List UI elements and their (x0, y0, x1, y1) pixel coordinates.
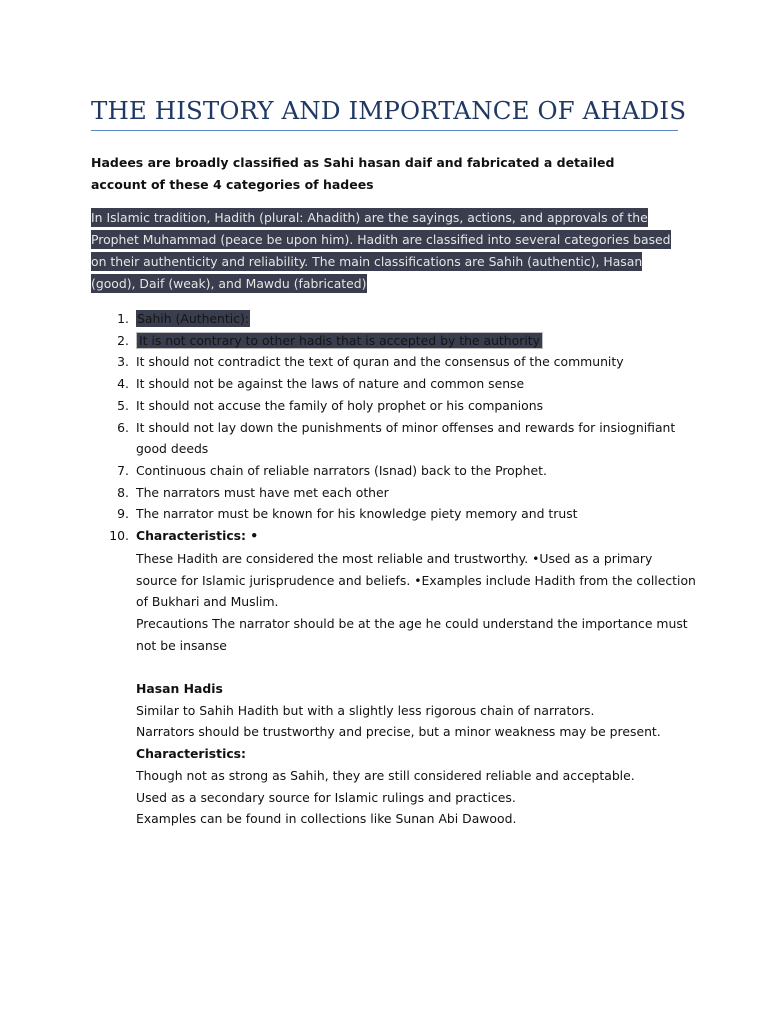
list-number: 9. (117, 506, 129, 522)
list-number: 10. (109, 528, 129, 544)
list-item-text-selected[interactable]: It is not contrary to other hadis that is accepted by the authority (136, 332, 543, 349)
list-item (91, 330, 691, 352)
list-item (91, 308, 691, 330)
list-number: 6. (117, 419, 129, 435)
hasan-heading: Hasan Hadis (136, 681, 223, 696)
list-item-text: It should not be against the laws of nature and common sense (136, 376, 525, 392)
list-item-text-selected[interactable]: Sahih (Authentic): (137, 311, 250, 326)
list-number: 7. (117, 462, 129, 478)
list-item-text: It should not accuse the family of holy prophet or his companions (136, 397, 544, 413)
list-item (91, 503, 691, 525)
list-item (91, 525, 691, 547)
list-number: 1. (117, 311, 129, 326)
list-item (91, 482, 691, 504)
list-number: 5. (117, 397, 129, 413)
title-underline (91, 130, 678, 131)
precautions-text: Precautions The narrator should be at the age he could understand the importance must not be insanse (136, 616, 688, 653)
intro-paragraph-selected[interactable] (91, 207, 678, 295)
characteristics-label: Characteristics: • (136, 528, 259, 544)
hasan-section (136, 678, 696, 830)
list-item-text: It should not contradict the text of quran and the consensus of the community (136, 354, 624, 370)
criteria-list (91, 308, 691, 547)
sahih-characteristics: These Hadith are considered the most reliable and trustworthy. •Used as a primary source for Islamic jurisprudence and beliefs. •Examples include Hadith from the collection of Bukhari and Muslim. (136, 551, 696, 610)
hasan-characteristic: Examples can be found in collections like Sunan Abi Dawood. (136, 811, 517, 827)
list-number: 3. (117, 354, 129, 370)
document-title: THE HISTORY AND IMPORTANCE OF AHADIS (91, 96, 687, 125)
list-item (91, 417, 691, 460)
intro-paragraph-text: In Islamic tradition, Hadith (plural: Ahadith) are the sayings, actions, and approvals of the Prophet Muhammad (peace be upon him). Hadith are classified into several categories based on their authenticity and reliability. The main classifications are Sahih (authentic), Hasan (good), Daif (weak), and Mawdu (fabricated) (91, 210, 671, 291)
subheading: Hadees are broadly classified as Sahi hasan daif and fabricated a detailed account of these 4 categories of hadees (91, 155, 615, 192)
list-item-text: Continuous chain of reliable narrators (Isnad) back to the Prophet. (136, 462, 547, 478)
hasan-line: Narrators should be trustworthy and precise, but a minor weakness may be present. (136, 724, 661, 740)
list-item-text: The narrator must be known for his knowledge piety memory and trust (136, 506, 578, 522)
list-number: 2. (117, 332, 129, 348)
hasan-characteristic: Used as a secondary source for Islamic rulings and practices. (136, 789, 516, 805)
hasan-characteristics-heading: Characteristics: (136, 746, 246, 762)
list-item (91, 351, 691, 373)
list-item (91, 395, 691, 417)
list-item-text: The narrators must have met each other (136, 484, 389, 500)
list-item (91, 373, 691, 395)
list-number: 8. (117, 484, 129, 500)
list-item (91, 460, 691, 482)
list-item-text: It should not lay down the punishments of minor offenses and rewards for insiognifiant good deeds (136, 419, 676, 457)
list-number: 4. (117, 376, 129, 392)
hasan-characteristic: Though not as strong as Sahih, they are still considered reliable and acceptable. (136, 767, 635, 783)
hasan-line: Similar to Sahih Hadith but with a slightly less rigorous chain of narrators. (136, 702, 595, 718)
